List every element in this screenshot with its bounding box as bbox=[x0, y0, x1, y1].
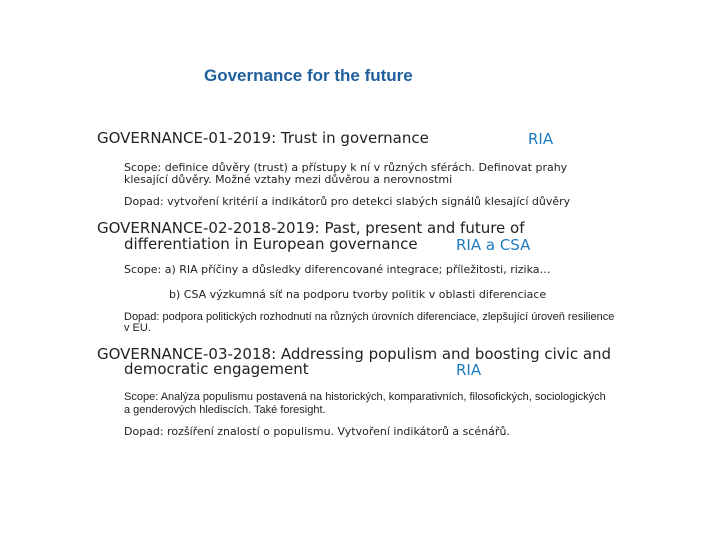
item-3-heading-line1: GOVERNANCE-03-2018: Addressing populism and boosting civic and bbox=[97, 345, 612, 363]
item-3-scope-line1: Scope: Analýza populismu postavená na historických, komparativních, filosofických, sociologických bbox=[124, 391, 606, 403]
item-3-scope-line2: a genderových hlediscích. Také foresight. bbox=[124, 404, 326, 416]
item-2-impact-line1: Dopad: podpora politických rozhodnutí na různých úrovních diferenciace, zlepšující úroveň resilience bbox=[124, 311, 615, 323]
item-2-impact-line2: v EU. bbox=[124, 322, 151, 334]
item-1-scope-line2: klesající důvěry. Možné vztahy mezi důvěrou a nerovnostmi bbox=[124, 173, 453, 186]
item-3-heading-line2: democratic engagement bbox=[124, 360, 309, 378]
item-1-impact: Dopad: vytvoření kritérií a indikátorů pro detekci slabých signálů klesající důvěry bbox=[124, 195, 571, 208]
item-2-tag: RIA a CSA bbox=[456, 236, 531, 254]
item-1-scope-line1: Scope: definice důvěry (trust) a přístupy k ní v různých sférách. Definovat prahy bbox=[124, 161, 568, 174]
item-2-heading-line2: differentiation in European governance bbox=[124, 235, 418, 253]
item-1-heading: GOVERNANCE-01-2019: Trust in governance bbox=[97, 129, 429, 147]
page-title: Governance for the future bbox=[204, 66, 413, 85]
item-2-scope-b: b) CSA výzkumná síť na podporu tvorby politik v oblasti diferenciace bbox=[169, 288, 547, 301]
item-1-tag: RIA bbox=[528, 130, 554, 148]
item-3-tag: RIA bbox=[456, 361, 482, 379]
item-2-heading-line1: GOVERNANCE-02-2018-2019: Past, present and future of bbox=[97, 219, 525, 237]
item-3-impact: Dopad: rozšíření znalostí o populismu. Vytvoření indikátorů a scénářů. bbox=[124, 425, 510, 438]
item-2-scope-a: Scope: a) RIA příčiny a důsledky diferencované integrace; příležitosti, rizika… bbox=[124, 263, 551, 276]
